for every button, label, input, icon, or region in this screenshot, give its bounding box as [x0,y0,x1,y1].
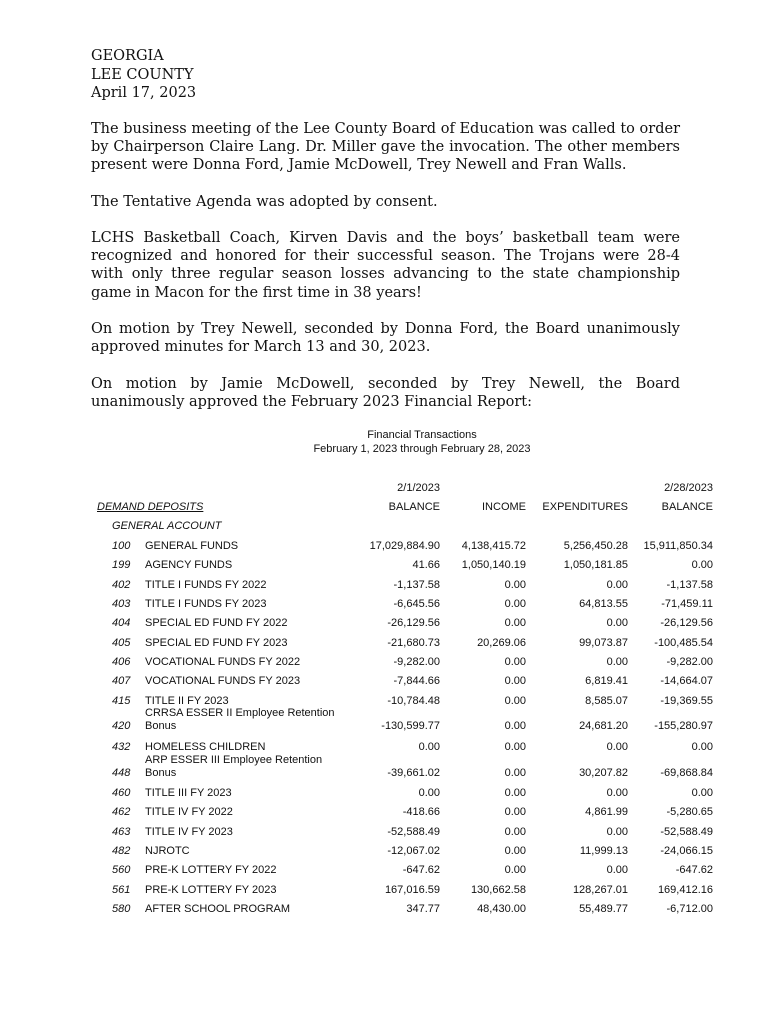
fund-code: 560 [112,864,131,876]
income-cell: 0.00 [504,806,526,818]
fund-code: 463 [112,826,131,838]
paragraph-minutes-motion: On motion by Trey Newell, seconded by Donna Ford, the Board unanimously approved minutes for March 13 and 30, 2023. [91,321,680,356]
fund-code: 403 [112,598,131,610]
fund-name: PRE-K LOTTERY FY 2023 [145,884,277,896]
fund-code: 561 [112,884,131,896]
income-cell: 0.00 [504,826,526,838]
end-balance-cell: 169,412.16 [657,884,713,896]
start-balance-cell: 167,016.59 [384,884,440,896]
fund-code: 432 [112,741,131,753]
paragraph-financial-motion: On motion by Jamie McDowell, seconded by Trey Newell, the Board unanimously approved the February 2023 Financial Report: [91,376,680,411]
header-county: LEE COUNTY [91,66,194,83]
end-balance-cell: 15,911,850.34 [643,540,713,552]
header-date: April 17, 2023 [91,85,197,101]
start-balance-cell: -647.62 [402,864,440,876]
column-income: INCOME [482,501,526,513]
report-period: February 1, 2023 through February 28, 2023 [313,443,531,455]
fund-name: TITLE IV FY 2023 [145,826,233,838]
column-start-date: 2/1/2023 [397,482,440,494]
header-state: GEORGIA [91,48,164,64]
expenditures-cell: 1,050,181.85 [563,559,628,571]
paragraph-basketball: LCHS Basketball Coach, Kirven Davis and the boys’ basketball team were recognized and honored for their successful season. The Trojans were 28-4 with only three regular season losses advancing to the state championship game in Macon for the first time in 38 years! [91,230,680,301]
income-cell: 0.00 [504,598,526,610]
income-cell: 0.00 [504,720,526,732]
fund-code: 420 [112,720,131,732]
fund-name: AFTER SCHOOL PROGRAM [145,903,291,915]
column-end-balance: BALANCE [661,501,713,513]
income-cell: 0.00 [504,864,526,876]
end-balance-cell: -6,712.00 [666,903,713,915]
expenditures-cell: 0.00 [606,579,628,591]
income-cell: 20,269.06 [477,637,526,649]
expenditures-cell: 0.00 [606,617,628,629]
end-balance-cell: -24,066.15 [660,845,713,857]
fund-code: 405 [112,637,131,649]
fund-name: ARP ESSER III Employee Retention [145,754,323,766]
fund-code: 404 [112,617,131,629]
start-balance-cell: -7,844.66 [393,675,440,687]
income-cell: 0.00 [504,675,526,687]
report-title: Financial Transactions [367,429,477,441]
expenditures-cell: 0.00 [606,864,628,876]
fund-code: 482 [112,845,131,857]
start-balance-cell: -10,784.48 [387,695,440,707]
income-cell: 0.00 [504,845,526,857]
fund-name: TITLE II FY 2023 [145,695,229,707]
income-cell: 4,138,415.72 [461,540,526,552]
paragraph-agenda: The Tentative Agenda was adopted by consent. [91,194,438,210]
fund-name: SPECIAL ED FUND FY 2023 [145,637,288,649]
document-header [91,47,196,103]
fund-code: 199 [112,559,131,571]
fund-name: NJROTC [145,845,190,857]
end-balance-cell: 0.00 [691,559,713,571]
fund-code: 415 [112,695,131,707]
fund-code: 462 [112,806,131,818]
income-cell: 0.00 [504,741,526,753]
income-cell: 48,430.00 [477,903,526,915]
fund-name: VOCATIONAL FUNDS FY 2023 [145,675,301,687]
fund-name: PRE-K LOTTERY FY 2022 [145,864,277,876]
end-balance-cell: -155,280.97 [654,720,713,732]
end-balance-cell: -26,129.56 [660,617,713,629]
end-balance-cell: -52,588.49 [660,826,713,838]
fund-name: GENERAL FUNDS [145,540,239,552]
start-balance-cell: -21,680.73 [387,637,440,649]
start-balance-cell: -418.66 [402,806,440,818]
column-balance: BALANCE [388,501,440,513]
fund-code: 580 [112,903,131,915]
income-cell: 0.00 [504,579,526,591]
fund-name: TITLE I FUNDS FY 2022 [145,579,267,591]
fund-name: TITLE I FUNDS FY 2023 [145,598,267,610]
expenditures-cell: 64,813.55 [579,598,628,610]
start-balance-cell: -130,599.77 [381,720,440,732]
end-balance-cell: -19,369.55 [660,695,713,707]
expenditures-cell: 24,681.20 [579,720,628,732]
column-end-date: 2/28/2023 [664,482,713,494]
paragraph-call-to-order: The business meeting of the Lee County Board of Education was called to order by Chairperson Claire Lang. Dr. Miller gave the invocation. The other members present were Donna Ford, Jamie McDowell, Trey Newell and Fran Walls. [91,121,680,174]
expenditures-cell: 11,999.13 [579,845,628,857]
income-cell: 0.00 [504,656,526,668]
income-cell: 0.00 [504,617,526,629]
fund-code: 402 [112,579,131,591]
expenditures-cell: 0.00 [606,826,628,838]
income-cell: 0.00 [504,695,526,707]
end-balance-cell: 0.00 [691,787,713,799]
end-balance-cell: -71,459.11 [661,598,713,610]
fund-name: CRRSA ESSER II Employee Retention [145,707,335,719]
column-expenditures: EXPENDITURES [542,501,628,513]
start-balance-cell: 17,029,884.90 [369,540,440,552]
end-balance-cell: -69,868.84 [660,767,713,779]
start-balance-cell: -12,067.02 [387,845,440,857]
expenditures-cell: 6,819.41 [585,675,628,687]
fund-name-continued: Bonus [145,767,177,779]
expenditures-cell: 5,256,450.28 [563,540,628,552]
start-balance-cell: -6,645.56 [393,598,440,610]
start-balance-cell: 41.66 [412,559,440,571]
expenditures-cell: 8,585.07 [585,695,628,707]
fund-name: TITLE IV FY 2022 [145,806,233,818]
fund-name: TITLE III FY 2023 [145,787,232,799]
fund-name-continued: Bonus [145,720,177,732]
income-cell: 0.00 [504,767,526,779]
income-cell: 0.00 [504,787,526,799]
end-balance-cell: -14,664.07 [660,675,713,687]
start-balance-cell: -26,129.56 [387,617,440,629]
fund-name: SPECIAL ED FUND FY 2022 [145,617,288,629]
fund-name: HOMELESS CHILDREN [145,741,266,753]
end-balance-cell: -100,485.54 [654,637,713,649]
start-balance-cell: -39,661.02 [387,767,440,779]
expenditures-cell: 0.00 [606,656,628,668]
income-cell: 130,662.58 [470,884,526,896]
fund-code: 100 [112,540,131,552]
end-balance-cell: -647.62 [675,864,713,876]
start-balance-cell: 0.00 [418,741,440,753]
end-balance-cell: 0.00 [691,741,713,753]
start-balance-cell: -9,282.00 [393,656,440,668]
fund-code: 460 [112,787,131,799]
income-cell: 1,050,140.19 [461,559,526,571]
expenditures-cell: 4,861.99 [585,806,628,818]
start-balance-cell: -52,588.49 [387,826,440,838]
start-balance-cell: 0.00 [418,787,440,799]
expenditures-cell: 55,489.77 [579,903,628,915]
expenditures-cell: 99,073.87 [579,637,628,649]
expenditures-cell: 30,207.82 [579,767,628,779]
expenditures-cell: 0.00 [606,787,628,799]
end-balance-cell: -9,282.00 [666,656,713,668]
expenditures-cell: 0.00 [606,741,628,753]
start-balance-cell: -1,137.58 [393,579,440,591]
fund-name: VOCATIONAL FUNDS FY 2022 [145,656,301,668]
fund-code: 407 [112,675,131,687]
fund-code: 406 [112,656,131,668]
expenditures-cell: 128,267.01 [572,884,628,896]
end-balance-cell: -1,137.58 [666,579,713,591]
fund-code: 448 [112,767,131,779]
section-demand-deposits: DEMAND DEPOSITS [97,501,204,513]
subsection-general-account: GENERAL ACCOUNT [112,520,222,532]
end-balance-cell: -5,280.65 [666,806,713,818]
fund-name: AGENCY FUNDS [145,559,233,571]
start-balance-cell: 347.77 [406,903,440,915]
